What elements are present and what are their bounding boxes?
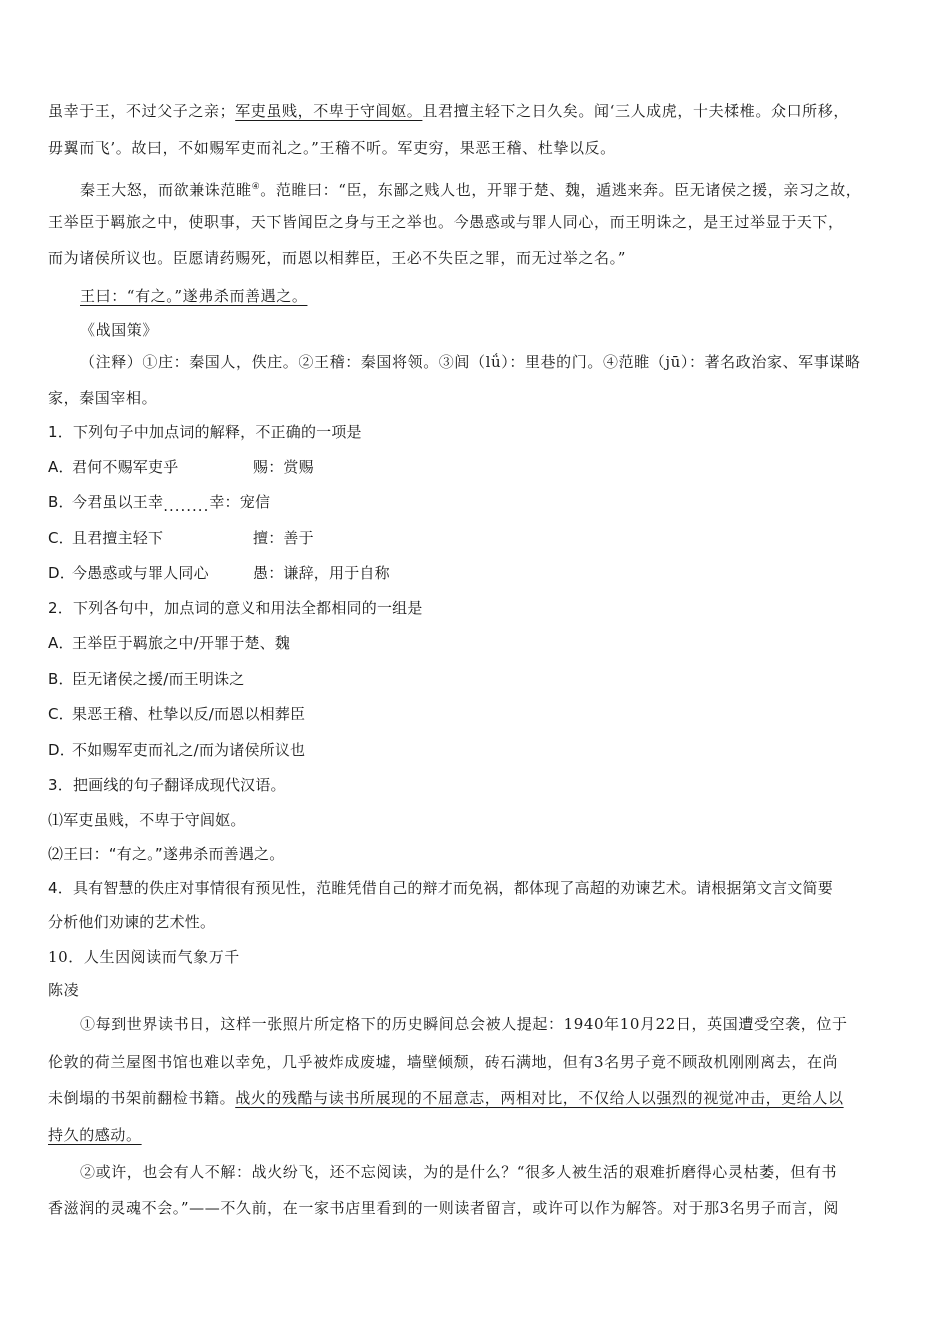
- passage1-para2-line3: 而为诸侯所议也。臣愿请药赐死，而恩以相葬臣，王必不失臣之罪，而无过举之名。”: [48, 249, 626, 267]
- option-gloss: 愚：谦辞，用于自称: [253, 564, 390, 582]
- passage2-p1-line3: [48, 1088, 844, 1108]
- q1-stem: 1．下列句子中加点词的解释，不正确的一项是: [48, 423, 362, 441]
- passage1-para2-line2: 王举臣于羁旅之中，使职事，天下皆闻臣之身与王之举也。今愚惑或与罪人同心，而王明诛之，是王过举显于天下，: [48, 213, 844, 231]
- option-label: B．: [48, 670, 74, 688]
- text-segment: 未倒塌的书架前翻检书籍。: [48, 1089, 236, 1107]
- option-text: 君何不赐军吏乎: [72, 458, 179, 476]
- passage2-author: 陈凌: [48, 981, 80, 999]
- q2-option-b: [48, 669, 244, 689]
- passage2-p2-line1: ②或许，也会有人不解：战火纷飞，还不忘阅读，为的是什么？“很多人被生活的艰难折磨得心灵枯萎，但有书: [80, 1163, 838, 1181]
- passage2-title: 10．人生因阅读而气象万千: [48, 948, 240, 966]
- text-segment: 。范睢曰：“臣，东鄙之贱人也，开罪于楚、魏，遁逃来奔。臣无诸侯之援，亲习之故，: [260, 181, 862, 199]
- q1-option-d: [48, 563, 390, 583]
- passage1-line1: [48, 101, 849, 121]
- option-text: 且君擅主轻下: [72, 529, 164, 547]
- text-segment: 且君擅主轻下之日久矣。闻‘三人成虎，十夫楺椎。众口所移，: [422, 102, 849, 120]
- text-segment: 虽幸于王，不过父子之亲；: [48, 102, 236, 120]
- option-label: A．: [48, 634, 74, 652]
- option-label: D．: [48, 564, 75, 582]
- q3-item-2: ⑵王曰：“有之。”遂弗杀而善遇之。: [48, 845, 285, 863]
- option-text: 王举臣于羁旅之中/开罪于楚、魏: [72, 634, 291, 652]
- passage1-final-line: [80, 286, 307, 306]
- q2-option-a: [48, 633, 290, 653]
- q4-line1: 4．具有智慧的佚庄对事情很有预见性，范睢凭借自己的辩才而免祸，都体现了高超的劝谏艺术。请根据第文言文简要: [48, 879, 833, 897]
- passage2-p1-line4: [48, 1125, 142, 1145]
- text-segment: 秦王大怒，而欲兼诛范睢: [80, 181, 252, 199]
- option-label: C．: [48, 529, 74, 547]
- option-label: D．: [48, 741, 75, 759]
- q3-stem: 3．把画线的句子翻译成现代汉语。: [48, 776, 286, 794]
- option-text: 果恶王稽、杜挚以反/而恩以相葬臣: [72, 705, 306, 723]
- q1-option-c: [48, 528, 314, 548]
- passage2-p1-line2: 伦敦的荷兰屋图书馆也难以幸免，几乎被炸成废墟，墙壁倾颓，砖石满地，但有3名男子竟不顾敌机刚刚离去，在尚: [48, 1053, 839, 1071]
- option-label: C．: [48, 705, 74, 723]
- option-text: 今君虽以王幸: [72, 493, 164, 511]
- option-text: 今愚惑或与罪人同心: [72, 564, 209, 582]
- option-gloss: 擅：善于: [253, 529, 314, 547]
- q2-stem: 2．下列各句中，加点词的意义和用法全都相同的一组是: [48, 599, 423, 617]
- option-label: B．: [48, 493, 74, 511]
- emphasis-dots: ........: [163, 497, 210, 515]
- underlined-sentence-1: 军吏虽贱，不卑于守闾妪。: [235, 102, 423, 120]
- q3-item-1: ⑴军吏虽贱，不卑于守闾妪。: [48, 811, 246, 829]
- underlined-sentence-3-end: 持久的感动。: [48, 1126, 142, 1144]
- q4-line2: 分析他们劝谏的艺术性。: [48, 913, 216, 931]
- option-label: A．: [48, 458, 74, 476]
- option-gloss: 幸：宠信: [209, 493, 271, 511]
- q1-option-b: [48, 492, 271, 515]
- notes-line2: 家，秦国宰相。: [48, 389, 158, 407]
- passage1-line2: 毋翼而飞’。故曰，不如赐军吏而礼之。”王稽不听。军吏穷，果恶王稽、杜挚以反。: [48, 139, 616, 157]
- option-text: 不如赐军吏而礼之/而为诸侯所议也: [72, 741, 306, 759]
- q2-option-c: [48, 704, 305, 724]
- underlined-sentence-3: 战火的残酷与读书所展现的不屈意志，两相对比，不仅给人以强烈的视觉冲击，更给人以: [235, 1089, 844, 1107]
- footnote-marker: ④: [251, 182, 261, 192]
- passage1-para2-line1: [80, 177, 861, 200]
- underlined-sentence-2: 王曰：“有之。”遂弗杀而善遇之。: [80, 287, 308, 305]
- source-title: 《战国策》: [80, 321, 159, 339]
- passage2-p2-line2: 香滋润的灵魂不会。”——不久前，在一家书店里看到的一则读者留言，或许可以作为解答。对于那3名男子而言，阅: [48, 1199, 839, 1217]
- passage2-p1-line1: ①每到世界读书日，这样一张照片所定格下的历史瞬间总会被人提起：1940年10月22日，英国遭受空袭，位于: [80, 1015, 848, 1033]
- option-gloss: 赐：赏赐: [253, 458, 314, 476]
- q2-option-d: [48, 740, 305, 760]
- option-text: 臣无诸侯之援/而王明诛之: [72, 670, 245, 688]
- q1-option-a: [48, 457, 314, 477]
- notes-line1: （注释）①庄：秦国人，佚庄。②王稽：秦国将领。③闾（lǘ）：里巷的门。④范睢（jū）：著名政治家、军事谋略: [80, 353, 861, 371]
